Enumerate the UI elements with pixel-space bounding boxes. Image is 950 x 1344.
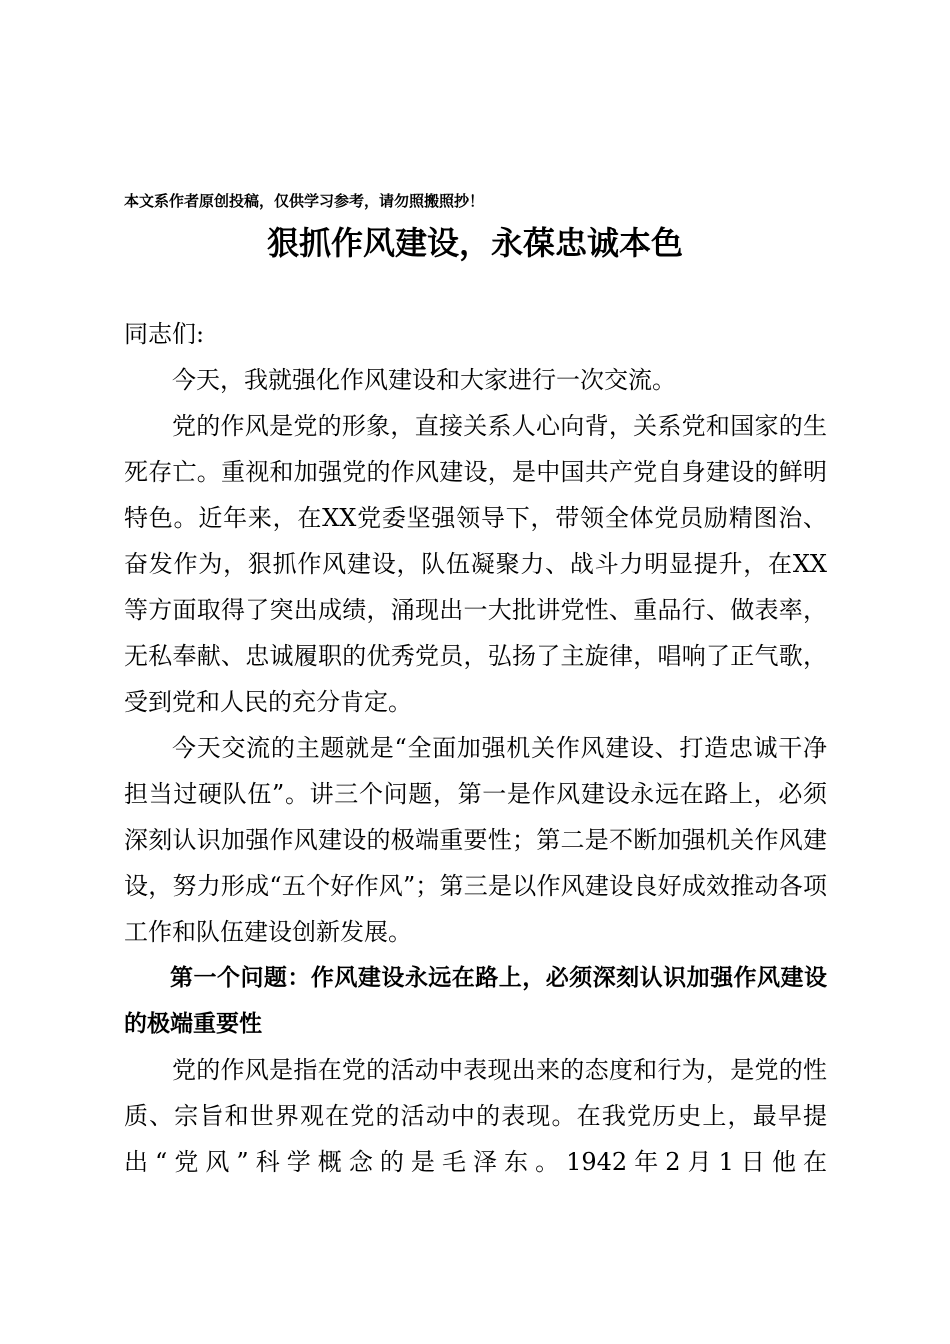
salutation: 同志们:: [124, 320, 205, 348]
document-body: [124, 311, 827, 1185]
paragraph-party-style: 党的作风是党的形象，直接关系人心向背，关系党和国家的生死存亡。重视和加强党的作风建设，是中国共产党自身建设的鲜明特色。近年来，在XX党委坚强领导下，带领全体党员励精图治、奋发作为，狠抓作风建设，队伍凝聚力、战斗力明显提升，在XX等方面取得了突出成绩，涌现出一大批讲党性、重品行、做表率，无私奉献、忠诚履职的优秀党员，弘扬了主旋律，唱响了正气歌，受到党和人民的充分肯定。: [124, 412, 827, 716]
paragraph-intro: 今天，我就强化作风建设和大家进行一次交流。: [172, 366, 676, 394]
paragraph-section-1: 党的作风是指在党的活动中表现出来的态度和行为，是党的性质、宗旨和世界观在党的活动中的表现。在我党历史上，最早提出“党风”科学概念的是毛泽东。1942年2月1日他在: [124, 1056, 827, 1176]
copyright-notice: 本文系作者原创投稿，仅供学习参考，请勿照搬照抄！: [124, 192, 485, 210]
document-title: 狠抓作风建设，永葆忠诚本色: [266, 224, 683, 262]
paragraph-theme: 今天交流的主题就是“全面加强机关作风建设、打造忠诚干净担当过硬队伍”。讲三个问题，第一是作风建设永远在路上，必须深刻认识加强作风建设的极端重要性；第二是不断加强机关作风建设，努力形成“五个好作风”；第三是以作风建设良好成效推动各项工作和队伍建设创新发展。: [124, 734, 827, 946]
section-heading-1: 第一个问题：作风建设永远在路上，必须深刻认识加强作风建设的极端重要性: [124, 965, 827, 1037]
